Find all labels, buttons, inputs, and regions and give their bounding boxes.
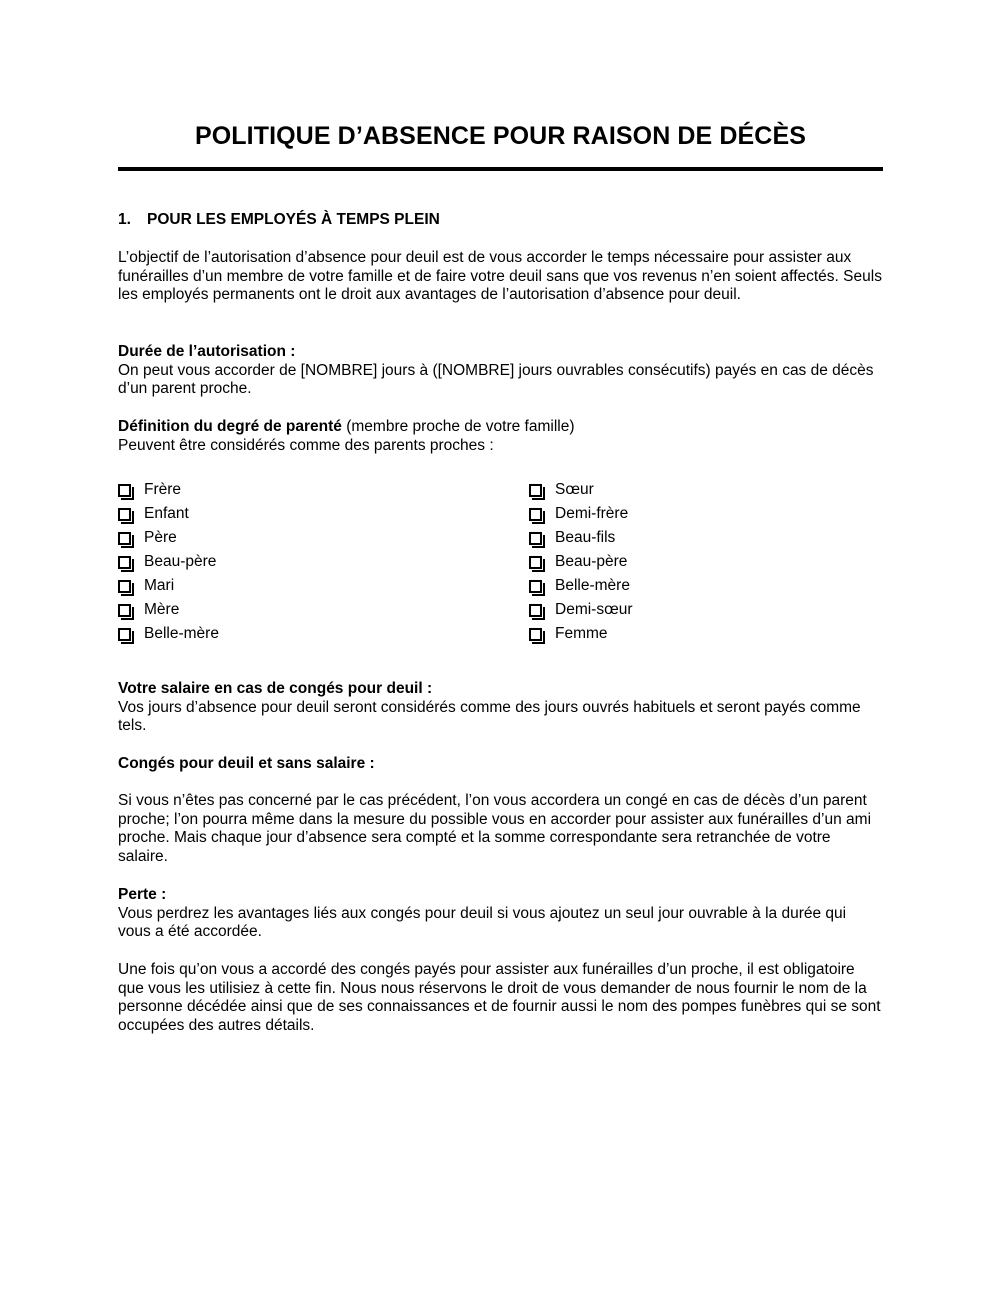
unpaid-text: Si vous n’êtes pas concerné par le cas précédent, l’on vous accordera un congé en cas de décès d’un parent proche; l’on pourra même dans la mesure du possible vous en accorder pour assister aux funérailles d’un ami proche. Mais chaque jour d’absence sera compté et la somme correspondante sera retranchée de votre salaire. bbox=[118, 792, 872, 866]
relatives-left-column bbox=[118, 478, 219, 646]
definition-text: Peuvent être considérés comme des parents proches : bbox=[118, 436, 494, 454]
duration-paragraph bbox=[118, 343, 883, 399]
checkbox-item[interactable]: Sœur bbox=[529, 478, 633, 502]
section-heading bbox=[118, 211, 440, 229]
definition-heading-note: (membre proche de votre famille) bbox=[341, 418, 575, 435]
salary-heading: Votre salaire en cas de congés pour deuil : bbox=[118, 680, 433, 697]
checkbox-icon[interactable] bbox=[118, 508, 131, 521]
loss-heading: Perte : bbox=[118, 886, 167, 903]
relatives-right-column bbox=[529, 478, 633, 646]
checkbox-item[interactable]: Père bbox=[118, 526, 219, 550]
checkbox-icon[interactable] bbox=[118, 556, 131, 569]
loss-paragraph bbox=[118, 886, 883, 942]
loss-text: Vous perdrez les avantages liés aux congés pour deuil si vous ajoutez un seul jour ouvrable à la durée qui vous a été accordée. bbox=[118, 904, 847, 941]
checkbox-item[interactable]: Frère bbox=[118, 478, 219, 502]
checkbox-icon[interactable] bbox=[118, 532, 131, 545]
duration-heading: Durée de l’autorisation : bbox=[118, 343, 296, 360]
unpaid-heading: Congés pour deuil et sans salaire : bbox=[118, 755, 375, 772]
salary-paragraph bbox=[118, 680, 883, 736]
intro-paragraph bbox=[118, 249, 883, 305]
checkbox-icon[interactable] bbox=[529, 556, 542, 569]
checkbox-item[interactable]: Mari bbox=[118, 574, 219, 598]
checkbox-item[interactable]: Beau-père bbox=[529, 550, 633, 574]
checkbox-item[interactable]: Femme bbox=[529, 622, 633, 646]
checkbox-item[interactable]: Enfant bbox=[118, 502, 219, 526]
checkbox-item[interactable]: Belle-mère bbox=[529, 574, 633, 598]
definition-paragraph bbox=[118, 418, 883, 455]
checkbox-icon[interactable] bbox=[529, 484, 542, 497]
checkbox-item[interactable]: Mère bbox=[118, 598, 219, 622]
section-title: POUR LES EMPLOYÉS À TEMPS PLEIN bbox=[147, 211, 440, 228]
checkbox-icon[interactable] bbox=[118, 484, 131, 497]
section-number: 1. bbox=[118, 211, 131, 228]
intro-text: L’objectif de l’autorisation d’absence pour deuil est de vous accorder le temps nécessaire pour assister aux funérailles d’un membre de votre famille et de faire votre deuil sans que vos revenus n’en soient affectés. Seuls les employés permanents ont le droit aux avantages de l’autorisation d’absence pour deuil. bbox=[118, 249, 882, 304]
duration-text: On peut vous accorder de [NOMBRE] jours à ([NOMBRE] jours ouvrables consécutifs) payés en cas de décès d’un parent proche. bbox=[118, 361, 874, 398]
unpaid-heading-block bbox=[118, 755, 883, 774]
checkbox-icon[interactable] bbox=[529, 508, 542, 521]
salary-text: Vos jours d’absence pour deuil seront considérés comme des jours ouvrés habituels et seront payés comme tels. bbox=[118, 698, 861, 735]
checkbox-item[interactable]: Beau-fils bbox=[529, 526, 633, 550]
checkbox-item[interactable]: Demi-frère bbox=[529, 502, 633, 526]
checkbox-item[interactable]: Beau-père bbox=[118, 550, 219, 574]
checkbox-icon[interactable] bbox=[529, 580, 542, 593]
checkbox-item[interactable]: Belle-mère bbox=[118, 622, 219, 646]
checkbox-icon[interactable] bbox=[118, 628, 131, 641]
document-title: POLITIQUE D’ABSENCE POUR RAISON DE DÉCÈS bbox=[194, 122, 807, 150]
checkbox-icon[interactable] bbox=[529, 628, 542, 641]
checkbox-icon[interactable] bbox=[118, 604, 131, 617]
checkbox-icon[interactable] bbox=[529, 604, 542, 617]
unpaid-paragraph bbox=[118, 792, 883, 867]
closing-paragraph bbox=[118, 961, 883, 1036]
closing-text: Une fois qu’on vous a accordé des congés payés pour assister aux funérailles d’un proche, il est obligatoire que vous les utilisiez à cette fin. Nous nous réservons le droit de vous demander de nous fournir le nom de la personne décédée ainsi que de ses connaissances et de fournir aussi le nom des pompes funèbres qui se sont occupées des autres détails. bbox=[118, 961, 881, 1035]
checkbox-item[interactable]: Demi-sœur bbox=[529, 598, 633, 622]
definition-heading: Définition du degré de parenté bbox=[118, 418, 342, 435]
checkbox-icon[interactable] bbox=[118, 580, 131, 593]
checkbox-icon[interactable] bbox=[529, 532, 542, 545]
title-underline bbox=[118, 167, 883, 171]
